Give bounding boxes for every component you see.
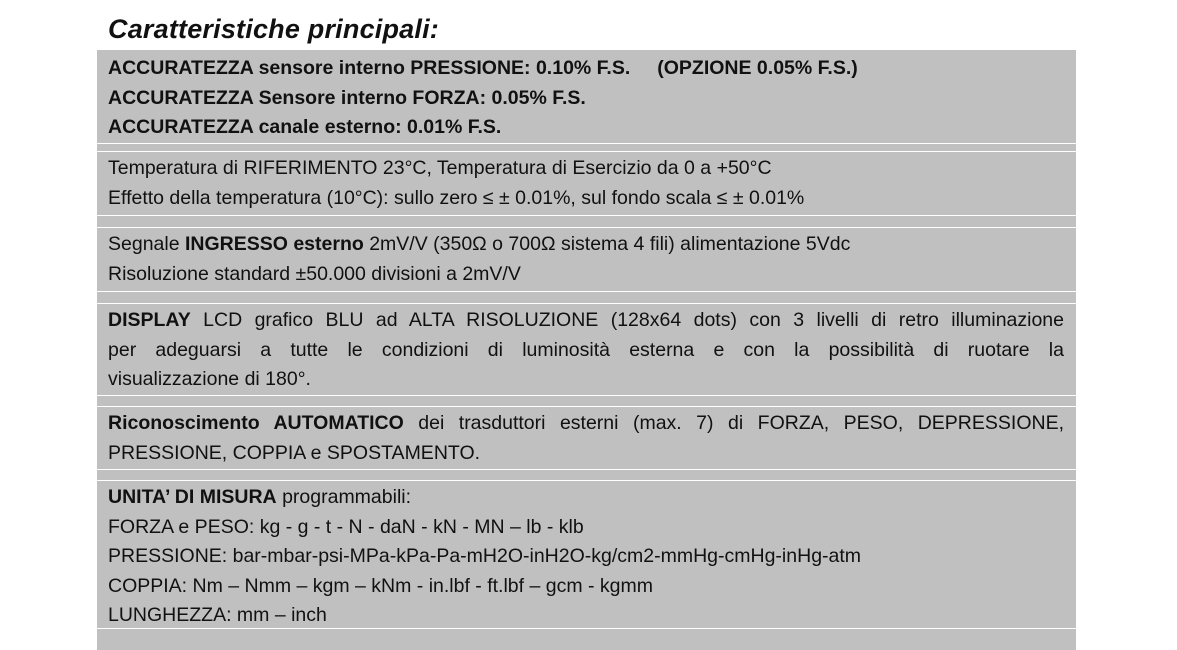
separator bbox=[97, 227, 1076, 228]
separator bbox=[97, 291, 1076, 292]
recognition-line-1 bbox=[108, 409, 1064, 439]
temperature-line-2: Effetto della temperatura (10°C): sullo zero ≤ ± 0.01%, sul fondo scala ≤ ± 0.01% bbox=[108, 186, 805, 209]
input-line-2: Risoluzione standard ±50.000 divisioni a 2mV/V bbox=[108, 262, 521, 285]
separator bbox=[97, 143, 1076, 144]
accuracy-line-2: ACCURATEZZA Sensore interno FORZA: 0.05% F.S. bbox=[108, 86, 586, 109]
recognition-block bbox=[97, 409, 1076, 468]
separator bbox=[97, 469, 1076, 470]
units-line-1 bbox=[108, 483, 1064, 513]
display-bold: DISPLAY bbox=[108, 309, 191, 331]
recognition-rest: dei trasduttori esterni (max. 7) di FORZA, PESO, DEPRESSIONE, bbox=[403, 412, 1064, 434]
units-torque: COPPIA: Nm – Nmm – kgm – kNm - in.lbf - ft.lbf – gcm - kgmm bbox=[108, 574, 654, 597]
input-line-1 bbox=[108, 230, 1064, 260]
separator bbox=[97, 628, 1076, 629]
units-block bbox=[97, 483, 1076, 631]
accuracy-line-1 bbox=[108, 54, 1064, 84]
section-title: Caratteristiche principali: bbox=[108, 14, 439, 44]
accuracy-pressure-text: ACCURATEZZA sensore interno PRESSIONE: 0.10% F.S. bbox=[108, 57, 631, 79]
units-pressure: PRESSIONE: bar-mbar-psi-MPa-kPa-Pa-mH2O-inH2O-kg/cm2-mmHg-cmHg-inHg-atm bbox=[108, 545, 862, 567]
units-length: LUNGHEZZA: mm – inch bbox=[108, 604, 327, 626]
input-prefix: Segnale bbox=[108, 233, 185, 255]
recognition-line-2: PRESSIONE, COPPIA e SPOSTAMENTO. bbox=[108, 441, 481, 464]
specs-panel bbox=[97, 50, 1076, 650]
accuracy-line-3: ACCURATEZZA canale esterno: 0.01% F.S. bbox=[108, 116, 502, 138]
accuracy-option-text: (OPZIONE 0.05% F.S.) bbox=[657, 57, 858, 79]
input-block bbox=[97, 230, 1076, 289]
separator bbox=[97, 215, 1076, 216]
temperature-line-1: Temperatura di RIFERIMENTO 23°C, Temperatura di Esercizio da 0 a +50°C bbox=[108, 157, 772, 179]
separator bbox=[97, 151, 1076, 152]
temperature-block bbox=[97, 154, 1076, 213]
display-block bbox=[97, 306, 1076, 395]
units-force: FORZA e PESO: kg - g - t - N - daN - kN - MN – lb - klb bbox=[108, 515, 584, 538]
display-line-1 bbox=[108, 306, 1064, 336]
separator bbox=[97, 303, 1076, 304]
display-rest: LCD grafico BLU ad ALTA RISOLUZIONE (128x64 dots) con 3 livelli di retro illuminazione bbox=[190, 309, 1064, 331]
units-rest: programmabili: bbox=[276, 486, 412, 508]
separator bbox=[97, 395, 1076, 396]
display-line-3: visualizzazione di 180°. bbox=[108, 368, 311, 390]
display-line-2: per adeguarsi a tutte le condizioni di luminosità esterna e con la possibilità di ruotare la bbox=[108, 338, 1064, 361]
input-bold: INGRESSO esterno bbox=[184, 233, 364, 255]
accuracy-block bbox=[97, 54, 1076, 143]
input-rest: 2mV/V (350Ω o 700Ω sistema 4 fili) alimentazione 5Vdc bbox=[363, 233, 851, 255]
separator bbox=[97, 406, 1076, 407]
separator bbox=[97, 480, 1076, 481]
recognition-bold: Riconoscimento AUTOMATICO bbox=[108, 412, 404, 434]
units-bold: UNITA’ DI MISURA bbox=[108, 486, 277, 508]
